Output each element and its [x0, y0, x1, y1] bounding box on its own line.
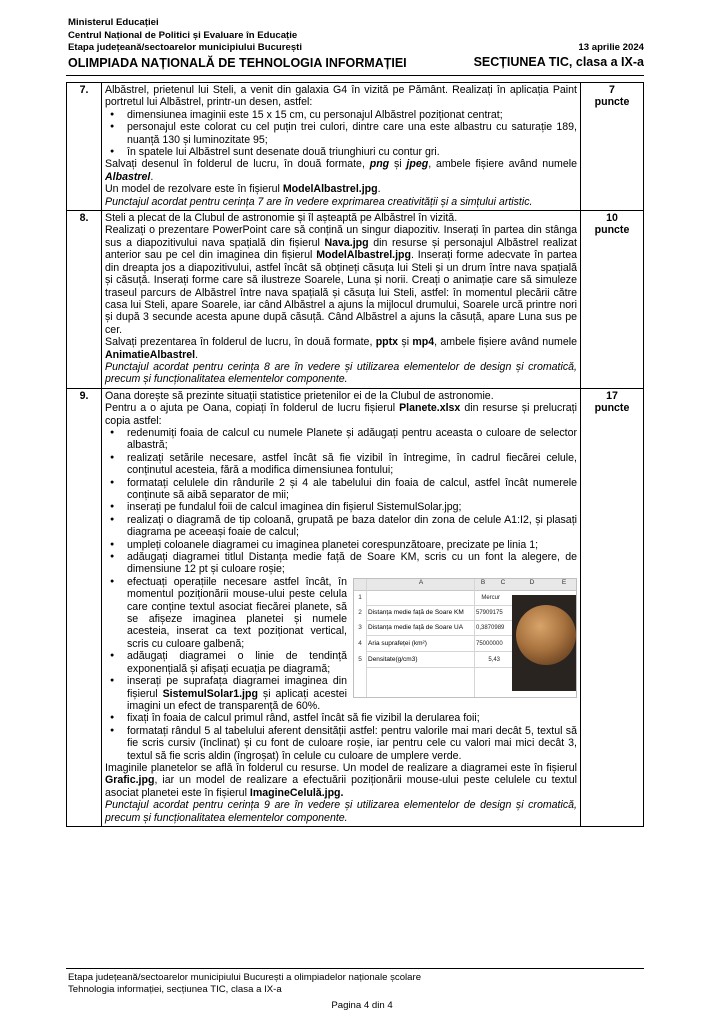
- list-item: ● fixați în foaia de calcul primul rând, astfel încât să fie vizibil la derularea foii;: [127, 712, 577, 724]
- text: din resurse și prelucrați copia astfel:: [105, 402, 577, 427]
- text: Un model de rezolvare este în fișierul: [105, 183, 283, 196]
- file-name: SistemulSolar1.jpg: [162, 687, 258, 700]
- page-header: [68, 17, 644, 70]
- q7-model: [105, 183, 577, 195]
- q8-p2: [105, 224, 577, 336]
- text: și aplicați acestei imagini un efect de transparență de 60%.: [127, 687, 347, 712]
- table-cell: Distanța medie față de Soare UA: [368, 623, 464, 631]
- exam-date: 13 aprilie 2024: [578, 42, 644, 53]
- text: și: [398, 336, 413, 349]
- table-cell: 5,43: [488, 656, 500, 663]
- row-number: 4: [358, 639, 362, 647]
- list-item: ● formatați rândul 5 al tabelului aferent densității astfel: pentru valorile mai mari decât 5, textul să fie scris cursiv (înclinat) și cu font de culoare roșie, iar pentru cele cu valori mai mici decât 3, textul să fie scris aldin (îngroșat) în celule cu culoare de umplere verde.: [127, 725, 577, 762]
- list-item: ● formatați celulele din rândurile 2 și 4 ale tabelului din foaia de calcul, astfel încât numerele conținute să aibă separator de mii;: [127, 477, 577, 502]
- text: Salvați prezentarea în folderul de lucru, în două formate,: [105, 336, 376, 349]
- questions-table: [66, 82, 644, 827]
- olympiad-title: OLIMPIADA NAȚIONALĂ DE TEHNOLOGIA INFORMAȚIEI: [68, 55, 407, 70]
- text: și: [389, 158, 407, 171]
- question-8-row: [67, 211, 644, 389]
- text: efectuați operațiile necesare astfel încât, în momentul poziționării mouse-ului peste celula care conține textul asociat fiecărei planete, să se afișeze imaginea planetei și numele acesteia, inserat ca text poziționat vertical, scris cu culoare galbenă;: [127, 575, 347, 650]
- table-cell: 0,3870989: [476, 624, 505, 631]
- text: Realizați o prezentare PowerPoint care să conțină un singur diapozitiv. Inserați în partea din stânga sus a diapozitivului nava spațială din fișierul: [105, 224, 577, 249]
- center-name: Centrul Național de Politici și Evaluare în Educație: [68, 29, 298, 41]
- text: inserați pe suprafața diagramei imaginea din fișierul: [127, 675, 347, 700]
- text: . Inserați forme adecvate în partea din dreapta jos a diapozitivului, astfel încât să obțineți căsuța lui Steli și un drum între nava spațială și căsuță. Inserați forme care să ilustreze Soarele, Luna și norii. Creați o animație care să simuleze traseul parcurs de Albăstrel între nava spațială și căsuța lui Steli, astfel: în momentul plecării către casa lui Steli, apare Soarele, iar când Albăstrel a ajuns la mijlocul drumului, Soarele urcă printre nori și după 3 secunde acesta apune după căsuță. Când Albăstrel a ajuns la căsuță, apare Luna sus pe cer.: [105, 249, 577, 336]
- q9-resources: [105, 762, 577, 799]
- file-name: Nava.jpg: [324, 236, 369, 249]
- footer-line-2: Tehnologia informației, secțiunea TIC, clasa a IX-a: [68, 984, 282, 995]
- list-item: ● în spatele lui Albăstrel sunt desenate două triunghiuri cu contur gri.: [127, 146, 577, 158]
- list-item: ● realizați setările necesare, astfel încât să fie vizibil în întregime, în cadrul fiecărei celule, conținutul acesteia, fără a modifica dimensiunea fontului;: [127, 452, 577, 477]
- column-header: D: [529, 578, 535, 586]
- question-7-row: [67, 83, 644, 211]
- header-divider: [66, 75, 644, 76]
- format-png: png: [369, 158, 390, 171]
- file-name: Grafic.jpg: [105, 774, 155, 787]
- row-number: 2: [358, 608, 362, 616]
- list-item: ● dimensiunea imaginii este 15 x 15 cm, cu personajul Albăstrel poziționat centrat;: [127, 109, 577, 121]
- question-number: 8.: [67, 211, 102, 389]
- file-name: ImagineCelulă.jpg.: [249, 786, 344, 799]
- points-unit: puncte: [594, 224, 630, 237]
- question-number: 7.: [67, 83, 102, 211]
- q9-p2: [105, 402, 577, 427]
- list-item: ● inserați pe fundalul foii de calcul imaginea din fișierul SistemulSolar.jpg;: [127, 501, 577, 513]
- text: Imaginile planetelor se află în folderul cu resurse. Un model de realizare a diagramei este în fișierul: [105, 761, 577, 774]
- points-unit: puncte: [594, 402, 630, 415]
- format-pptx: pptx: [375, 336, 399, 349]
- table-cell: Densitate(g/cm3): [368, 655, 418, 663]
- file-name: Planete.xlsx: [399, 402, 461, 415]
- column-header: C: [500, 578, 506, 586]
- q9-bullets: [105, 427, 577, 762]
- text: , ambele fișiere având numele: [428, 158, 577, 171]
- model-file: ModelAlbastrel.jpg: [282, 183, 378, 196]
- list-item: ● adăugați diagramei titlul Distanța medie față de Soare KM, scris cu un font la alegere, de dimensiune 12 pt și culoare roșie;: [127, 551, 577, 576]
- list-item: ● personajul este colorat cu cel puțin trei culori, dintre care una este albastru cu saturație 189, nuanță 130 și luminozitate 95;: [127, 121, 577, 146]
- q8-save: [105, 336, 577, 361]
- question-9-row: [67, 388, 644, 826]
- table-cell: Aria suprafeței (km²): [368, 639, 427, 647]
- section-title: SECȚIUNEA TIC, clasa a IX-a: [473, 55, 644, 69]
- text: .: [195, 348, 199, 361]
- q7-note: Punctajul acordat pentru cerința 7 are în vedere exprimarea creativității și a simțului artistic.: [105, 195, 533, 208]
- question-9-points: [581, 388, 644, 826]
- question-8-points: [581, 211, 644, 389]
- list-item: [127, 675, 577, 712]
- question-7-points: [581, 83, 644, 211]
- page-footer: [68, 972, 421, 996]
- table-cell: Distanța medie față de Soare KM: [368, 608, 464, 616]
- stage-name: Etapa județeană/sectoarelor municipiului București: [68, 42, 303, 53]
- text: , iar un model de realizare a efectuării poziționării mouse-ului peste celulele cu textul asociat planetei este în fișierul: [105, 774, 577, 799]
- page-number: Pagina 4 din 4: [331, 1000, 393, 1011]
- question-number: 9.: [67, 388, 102, 826]
- footer-divider: [66, 968, 644, 969]
- q7-save: [105, 158, 577, 183]
- list-item: ● adăugați diagramei o linie de tendință exponențială și afișați ecuația pe diagramă;: [127, 650, 577, 675]
- column-header: ● A: [418, 578, 424, 586]
- row-number: 3: [358, 623, 362, 631]
- format-mp4: mp4: [412, 336, 435, 349]
- question-8-text: [102, 211, 581, 389]
- text: , ambele fișiere având numele: [434, 336, 577, 349]
- ministry-name: Ministerul Educației: [68, 17, 159, 28]
- points-unit: puncte: [594, 96, 630, 109]
- q9-p1: Oana dorește să prezinte situații statistice prietenilor ei de la Clubul de astronomie.: [105, 389, 494, 402]
- points-value: 17: [606, 389, 618, 402]
- q8-note: Punctajul acordat pentru cerința 8 are în vedere și utilizarea elementelor de design și cromatică, precum și funcționalitatea elementelor componente.: [105, 360, 577, 386]
- file-name: ModelAlbastrel.jpg: [316, 249, 411, 262]
- footer-line-1: Etapa județeană/sectoarelor municipiului București a olimpiadelor naționale școlare: [68, 972, 422, 983]
- row-number: 1: [358, 593, 362, 601]
- question-7-text: [102, 83, 581, 211]
- column-header: E: [561, 578, 567, 586]
- table-cell: 75000000: [476, 640, 503, 647]
- question-9-text: [102, 388, 581, 826]
- format-jpeg: jpeg: [406, 158, 429, 171]
- list-item: ● redenumiți foaia de calcul cu numele Planete și adăugați pentru aceasta o culoare de selector albastră;: [127, 427, 577, 452]
- q8-p1: Steli a plecat de la Clubul de astronomie și îl așteaptă pe Albăstrel în vizită.: [105, 212, 458, 225]
- text: .: [150, 170, 154, 183]
- q7-bullets: [105, 109, 577, 159]
- text: din resurse și personajul Albăstrel realizat anterior sau pe cel din imaginea din fișierul: [105, 236, 577, 262]
- table-cell: 57909175: [476, 609, 503, 616]
- file-name: Albastrel: [105, 170, 151, 183]
- text: Salvați desenul în folderul de lucru, în două formate,: [105, 158, 370, 171]
- list-item: ● umpleți coloanele diagramei cu imaginea planetei corespunzătoare, precizate pe linia 1;: [127, 539, 577, 551]
- file-name: AnimatieAlbastrel: [105, 348, 196, 361]
- table-cell: Mercur: [481, 594, 500, 601]
- column-header: B: [480, 578, 486, 586]
- q7-intro: Albăstrel, prietenul lui Steli, a venit din galaxia G4 în vizită pe Pământ. Realizați în aplicația Paint portretul lui Albăstrel, printr-un desen, astfel:: [105, 84, 577, 109]
- list-item: ● realizați o diagramă de tip coloană, grupată pe baza datelor din zona de celule A1:I2, și plasați diagrama pe aceeași foaie de calcul;: [127, 514, 577, 539]
- points-value: 10: [606, 212, 618, 225]
- text: Pentru a o ajuta pe Oana, copiați în folderul de lucru fișierul: [105, 402, 400, 415]
- points-value: 7: [609, 84, 615, 96]
- text: .: [377, 183, 381, 196]
- row-number: 5: [358, 655, 362, 663]
- q9-note: Punctajul acordat pentru cerința 9 are în vedere și utilizarea elementelor de design și cromatică, precum și funcționalitatea elementelor componente.: [105, 799, 577, 824]
